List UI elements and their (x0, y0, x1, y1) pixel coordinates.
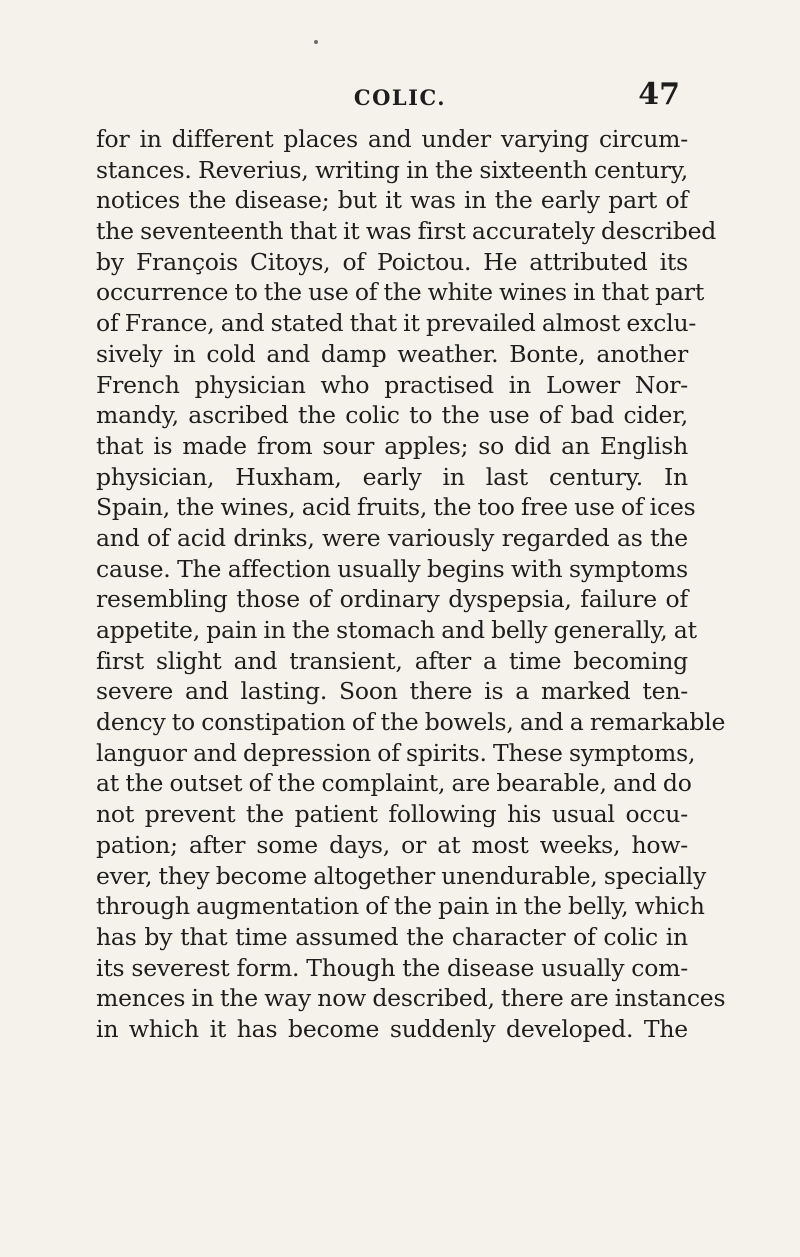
page-header (0, 77, 800, 117)
text-line: dency to constipation of the bowels, and a remarkable (96, 708, 726, 737)
text-line: at the outset of the complaint, are bearable, and do (96, 769, 692, 798)
text-line: its severest form. Though the disease usually com- (96, 953, 688, 982)
text-line: Spain, the wines, acid fruits, the too free use of ices (96, 493, 696, 522)
text-line: by François Citoys, of Poictou. He attributed its (96, 247, 688, 276)
text-line: has by that time assumed the character of colic in (96, 922, 688, 951)
text-line: sively in cold and damp weather. Bonte, another (96, 339, 688, 368)
text-line: resembling those of ordinary dyspepsia, failure of (96, 585, 688, 614)
text-line: occurrence to the use of the white wines in that part (96, 278, 705, 307)
text-line: severe and lasting. Soon there is a marked ten- (96, 677, 688, 706)
body-text (96, 124, 726, 1045)
ink-speck (314, 40, 318, 44)
text-line: through augmentation of the pain in the belly, which (96, 892, 705, 921)
text-line: French physician who practised in Lower Nor- (96, 370, 688, 399)
text-line: and of acid drinks, were variously regarded as the (96, 523, 688, 552)
text-line: notices the disease; but it was in the early part of (96, 186, 688, 215)
text-line: physician, Huxham, early in last century. In (96, 462, 688, 491)
text-line: the seventeenth that it was first accurately described (96, 217, 717, 246)
text-line: mences in the way now described, there are instances (96, 984, 726, 1013)
text-line: of France, and stated that it prevailed almost exclu- (96, 309, 697, 338)
text-line: appetite, pain in the stomach and belly generally, at (96, 616, 697, 644)
text-line: languor and depression of spirits. These symptoms, (96, 738, 696, 767)
text-line: not prevent the patient following his usual occu- (96, 800, 688, 829)
text-line: that is made from sour apples; so did an English (96, 431, 688, 460)
text-line: ever, they become altogether unendurable, specially (96, 861, 707, 890)
text-line: first slight and transient, after a time becoming (96, 646, 688, 675)
text-line: for in different places and under varying circum- (96, 125, 688, 153)
text-line: mandy, ascribed the colic to the use of bad cider, (96, 401, 688, 430)
text-line: cause. The affection usually begins with symptoms (96, 554, 688, 583)
text-line: in which it has become suddenly developed. The (96, 1014, 688, 1043)
text-line: stances. Reverius, writing in the sixteenth century, (96, 155, 688, 184)
running-head: COLIC. (353, 85, 447, 110)
text-line: pation; after some days, or at most weeks, how- (96, 830, 688, 859)
page-number: 47 (638, 77, 680, 112)
